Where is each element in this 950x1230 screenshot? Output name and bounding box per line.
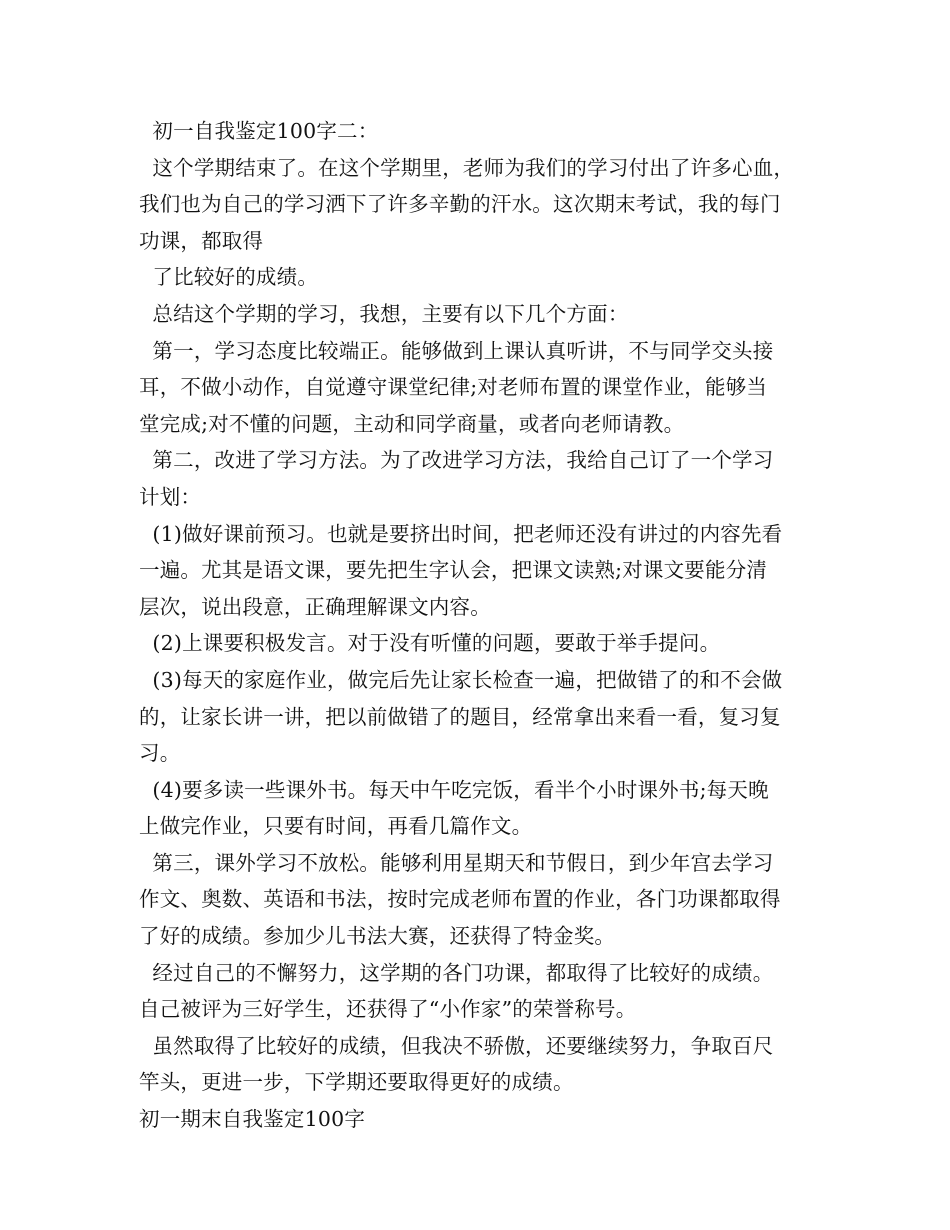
text-line: 这个学期结束了。在这个学期里，老师为我们的学习付出了许多心血， xyxy=(139,155,795,180)
text-line: 我们也为自己的学习洒下了许多辛勤的汗水。这次期末考试，我的每门 xyxy=(139,192,781,217)
text-line: (4)要多读一些课外书。每天中午吃完饭，看半个小时课外书;每天晚 xyxy=(139,777,769,802)
text-line: 作文、奥数、英语和书法，按时完成老师布置的作业，各门功课都取得 xyxy=(139,887,781,912)
text-line: 计划： xyxy=(139,484,202,509)
text-line: 耳，不做小动作，自觉遵守课堂纪律;对老师布置的课堂作业，能够当 xyxy=(139,375,768,400)
text-line: 功课，都取得 xyxy=(139,228,264,253)
text-line: 经过自己的不懈努力，这学期的各门功课，都取得了比较好的成绩。 xyxy=(139,960,774,985)
text-line: 初一自我鉴定100字二： xyxy=(139,119,379,143)
text-line: (2)上课要积极发言。对于没有听懂的问题，要敢于举手提问。 xyxy=(139,631,721,656)
text-line: 堂完成;对不懂的问题，主动和同学商量，或者向老师请教。 xyxy=(139,411,685,436)
text-line: 层次，说出段意，正确理解课文内容。 xyxy=(139,594,491,619)
text-line: 自己被评为三好学生，还获得了“小作家”的荣誉称号。 xyxy=(139,997,637,1022)
text-line: (3)每天的家庭作业，做完后先让家长检查一遍，把做错了的和不会做 xyxy=(139,667,783,692)
text-line: 第三，课外学习不放松。能够利用星期天和节假日，到少年宫去学习 xyxy=(139,850,774,875)
text-line: 第一，学习态度比较端正。能够做到上课认真听讲，不与同学交头接 xyxy=(139,338,774,363)
text-line: 习。 xyxy=(139,741,181,766)
text-line: 第二，改进了学习方法。为了改进学习方法，我给自己订了一个学习 xyxy=(139,448,774,473)
text-line: 上做完作业，只要有时间，再看几篇作文。 xyxy=(139,814,533,839)
text-line: (1)做好课前预习。也就是要挤出时间，把老师还没有讲过的内容先看 xyxy=(139,521,783,546)
text-line: 了好的成绩。参加少儿书法大赛，还获得了特金奖。 xyxy=(139,924,616,949)
document-body xyxy=(139,113,819,1138)
text-line: 了比较好的成绩。 xyxy=(139,265,319,290)
text-line: 初一期末自我鉴定100字 xyxy=(139,1107,366,1132)
text-line: 虽然取得了比较好的成绩，但我决不骄傲，还要继续努力，争取百尺 xyxy=(139,1033,774,1058)
text-line: 总结这个学期的学习，我想，主要有以下几个方面： xyxy=(139,301,629,326)
text-line: 一遍。尤其是语文课，要先把生字认会，把课文读熟;对课文要能分清 xyxy=(139,558,768,583)
text-line: 的，让家长讲一讲，把以前做错了的题目，经常拿出来看一看，复习复 xyxy=(139,704,781,729)
text-line: 竿头，更进一步，下学期还要取得更好的成绩。 xyxy=(139,1070,574,1095)
